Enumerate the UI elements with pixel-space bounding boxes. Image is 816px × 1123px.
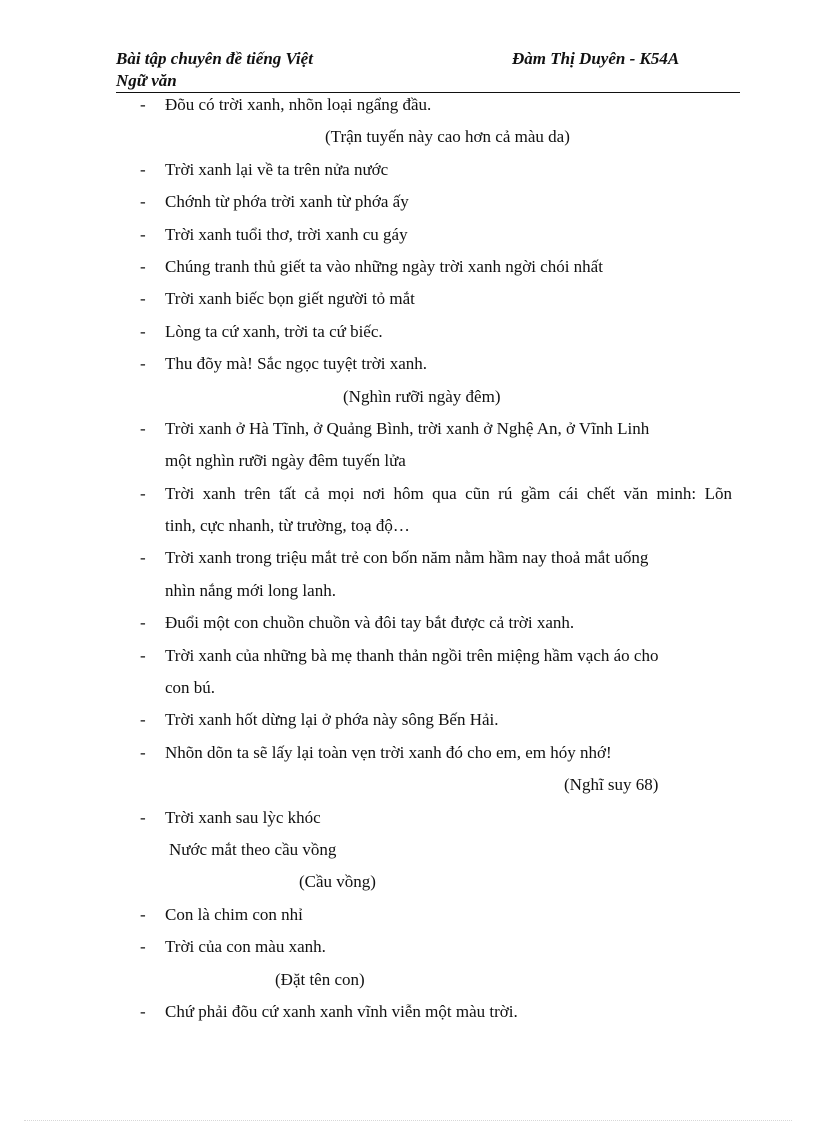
list-item (0, 316, 816, 348)
bullet-dash: - (140, 613, 146, 633)
bullet-dash: - (140, 192, 146, 212)
header-left (116, 48, 313, 92)
source-line (0, 769, 816, 801)
quote-text-continuation: nhìn nắng mới long lanh. (165, 580, 336, 600)
bullet-dash: - (140, 95, 146, 114)
quote-text: Chớnh từ phớa trời xanh từ phớa ấy (165, 192, 409, 212)
page-header (116, 48, 740, 93)
page-bottom-rule (24, 1120, 792, 1121)
quote-text: Đõu có trời xanh, nhõn loại ngẩng đầu. (165, 95, 432, 114)
quote-text-continuation: tinh, cực nhanh, từ trường, toạ độ… (165, 516, 410, 536)
list-item (0, 542, 816, 574)
list-item-continuation (0, 445, 816, 477)
source-citation: (Cầu vồng) (299, 872, 376, 892)
quote-text-continuation: một nghìn rưỡi ngày đêm tuyến lửa (165, 451, 406, 471)
quote-text-continuation: Nước mắt theo cầu vồng (169, 839, 337, 859)
quote-text: Con là chim con nhỉ (165, 904, 303, 924)
bullet-dash: - (140, 256, 146, 276)
list-item-continuation (0, 834, 816, 866)
header-subject: Ngữ văn (116, 71, 177, 90)
list-item (0, 704, 816, 736)
bullet-dash: - (140, 548, 146, 568)
poem-quotations (0, 89, 816, 1028)
list-item (0, 640, 816, 672)
bullet-dash: - (140, 418, 146, 438)
bullet-dash: - (140, 354, 146, 374)
quote-text: Nhõn dõn ta sẽ lấy lại toàn vẹn trời xanh đó cho em, em hóy nhớ! (165, 742, 612, 762)
quote-text: Trời xanh tuổi thơ, trời xanh cu gáy (165, 224, 408, 244)
bullet-dash: - (140, 1001, 146, 1021)
list-item (0, 931, 816, 963)
quote-text: Chúng tranh thủ giết ta vào những ngày trời xanh ngời chói nhất (165, 256, 603, 276)
quote-text: Trời xanh lại về ta trên nửa nước (165, 159, 389, 179)
bullet-dash: - (140, 224, 146, 244)
list-item-continuation (0, 510, 816, 542)
list-item (0, 251, 816, 283)
list-item (0, 348, 816, 380)
quote-text: Trời xanh của những bà mẹ thanh thản ngồi trên miệng hầm vạch áo cho (165, 645, 659, 665)
quote-text: Trời xanh ở Hà Tĩnh, ở Quảng Bình, trời xanh ở Nghệ An, ở Vĩnh Linh (165, 418, 650, 438)
bullet-dash: - (140, 807, 146, 827)
quote-text: Trời xanh trên tất cả mọi nơi hôm qua cũn rú gầm cái chết văn minh: Lõn (165, 483, 732, 503)
list-item (0, 802, 816, 834)
bullet-dash: - (140, 483, 146, 503)
list-item (0, 219, 816, 251)
list-item (0, 478, 816, 510)
list-item (0, 154, 816, 186)
source-citation: (Nghĩ suy 68) (564, 775, 659, 795)
quote-text-continuation: con bú. (165, 678, 216, 698)
quote-text: Trời xanh hốt dừng lại ở phớa này sông Bến Hải. (165, 710, 499, 730)
source-line (0, 866, 816, 898)
quote-text: Trời của con màu xanh. (165, 937, 326, 957)
quote-text: Chứ phải đõu cứ xanh xanh vĩnh viễn một màu trời. (165, 1001, 518, 1021)
quote-text: Trời xanh sau lỳc khóc (165, 807, 321, 827)
quote-text: Đuổi một con chuồn chuồn và đôi tay bắt được cả trời xanh. (165, 613, 575, 633)
header-author: Đàm Thị Duyên - K54A (512, 49, 680, 68)
list-item (0, 607, 816, 639)
bullet-dash: - (140, 710, 146, 730)
list-item-continuation (0, 575, 816, 607)
bullet-dash: - (140, 321, 146, 341)
bullet-dash: - (140, 645, 146, 665)
list-item (0, 283, 816, 315)
quote-text: Trời xanh biếc bọn giết người tỏ mắt (165, 289, 415, 309)
source-line (0, 121, 816, 153)
quote-text: Thu đõy mà! Sắc ngọc tuyệt trời xanh. (165, 354, 428, 374)
header-course-title: Bài tập chuyên đề tiếng Việt (116, 49, 313, 68)
list-item-continuation (0, 672, 816, 704)
source-citation: (Đặt tên con) (275, 969, 365, 989)
bullet-dash: - (140, 904, 146, 924)
list-item (0, 737, 816, 769)
bullet-dash: - (140, 937, 146, 957)
source-line (0, 381, 816, 413)
list-item (0, 186, 816, 218)
bullet-dash: - (140, 289, 146, 309)
list-item (0, 413, 816, 445)
bullet-dash: - (140, 742, 146, 762)
quote-text: Trời xanh trong triệu mắt trẻ con bốn năm nằm hầm nay thoả mắt uống (165, 548, 649, 568)
source-line (0, 964, 816, 996)
list-item (0, 996, 816, 1028)
quote-text: Lòng ta cứ xanh, trời ta cứ biếc. (165, 321, 383, 341)
bullet-dash: - (140, 159, 146, 179)
source-citation: (Trận tuyến này cao hơn cả màu da) (325, 127, 570, 147)
list-item (0, 89, 816, 121)
source-citation: (Nghìn rưỡi ngày đêm) (343, 386, 501, 406)
list-item (0, 899, 816, 931)
